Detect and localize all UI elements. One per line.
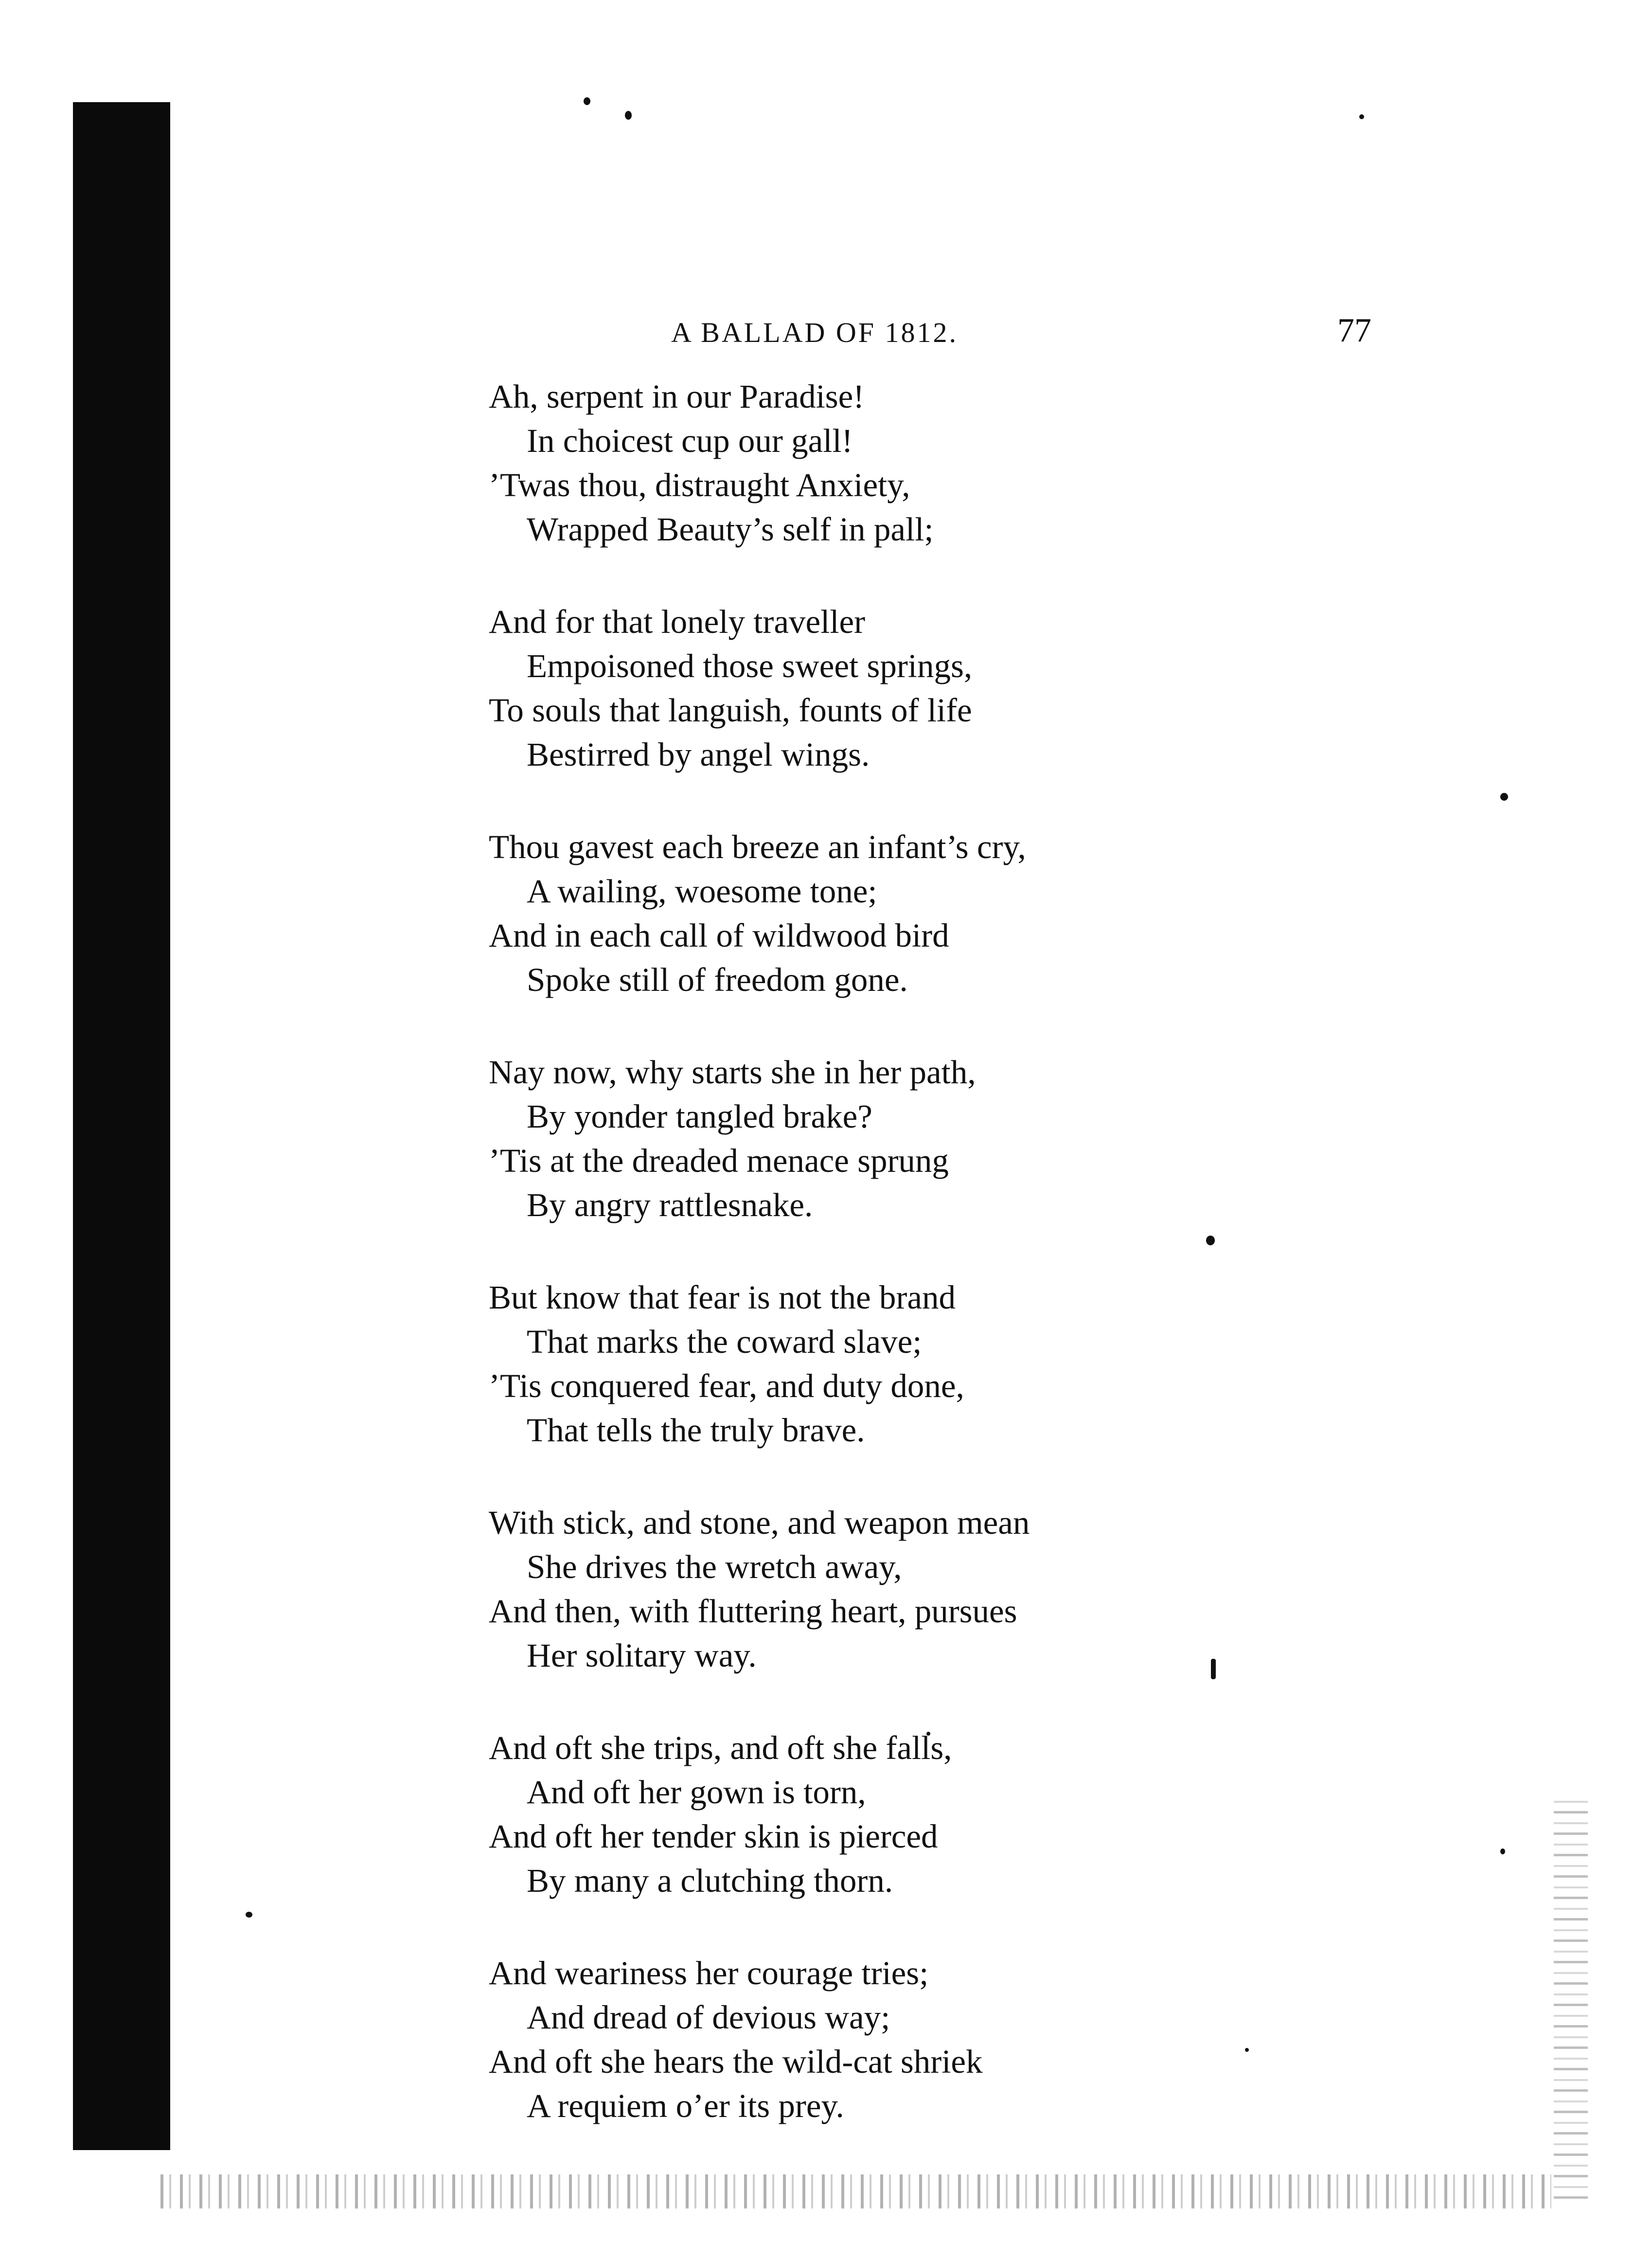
poem-line: ’Tis conquered fear, and duty done, — [489, 1367, 964, 1404]
poem-line: ’Twas thou, distraught Anxiety, — [489, 467, 910, 503]
running-title: A BALLAD OF 1812. — [671, 317, 959, 348]
stanza — [489, 1275, 1218, 1453]
poem-line: Bestirred by angel wings. — [527, 736, 870, 773]
page-edge-right — [1554, 1800, 1588, 2199]
poem-line: To souls that languish, founts of life — [489, 692, 972, 729]
stanza — [489, 1951, 1218, 2128]
stanza — [489, 1726, 1218, 1903]
poem-line: Spoke still of freedom gone. — [527, 961, 908, 998]
poem-line: But know that fear is not the brand — [489, 1279, 956, 1316]
poem-line: And oft her gown is torn, — [527, 1774, 866, 1811]
poem-line: And oft she hears the wild-cat shriek — [489, 2043, 983, 2080]
stanza — [489, 1501, 1218, 1678]
poem-line: And for that lonely traveller — [489, 603, 866, 640]
poem-line: By angry rattlesnake. — [527, 1186, 813, 1223]
poem-line: A wailing, woesome tone; — [527, 873, 877, 910]
poem-line: Thou gavest each breeze an infant’s cry, — [489, 828, 1026, 865]
stanza — [489, 1050, 1218, 1227]
poem-line: With stick, and stone, and weapon mean — [489, 1504, 1030, 1541]
poem-line: She drives the wretch away, — [527, 1548, 902, 1585]
stanza — [489, 825, 1218, 1002]
poem-line: And in each call of wildwood bird — [489, 917, 949, 954]
poem-line: ’Tis at the dreaded menace sprung — [489, 1142, 949, 1179]
poem-line: By yonder tangled brake? — [527, 1098, 872, 1135]
poem — [489, 375, 1218, 2176]
poem-line: And then, with fluttering heart, pursues — [489, 1593, 1017, 1630]
poem-line: Nay now, why starts she in her path, — [489, 1054, 976, 1091]
poem-line: That tells the truly brave. — [527, 1412, 865, 1449]
stanza — [489, 375, 1218, 552]
page-edge-bottom — [160, 2174, 1551, 2208]
poem-line: And weariness her courage tries; — [489, 1955, 929, 1992]
print-speck — [1245, 2048, 1249, 2052]
poem-line: Empoisoned those sweet springs, — [527, 647, 973, 684]
poem-line: And dread of devious way; — [527, 1999, 890, 2036]
print-speck — [246, 1912, 252, 1918]
poem-line: In choicest cup our gall! — [527, 422, 853, 459]
poem-line: By many a clutching thorn. — [527, 1862, 893, 1899]
print-speck — [1359, 114, 1364, 119]
poem-line: Wrapped Beauty’s self in pall; — [527, 511, 934, 548]
poem-line: A requiem o’er its prey. — [527, 2087, 844, 2124]
running-head — [486, 311, 1371, 355]
print-speck — [1500, 793, 1508, 801]
print-speck — [584, 97, 590, 105]
poem-line: That marks the coward slave; — [527, 1323, 922, 1360]
poem-line: Ah, serpent in our Paradise! — [489, 378, 865, 415]
poem-line: And oft her tender skin is pierced — [489, 1818, 938, 1855]
print-speck — [625, 111, 632, 120]
poem-line: And oft she trips, and oft she falls, — [489, 1729, 952, 1766]
binding-shadow — [73, 102, 170, 2150]
stanza — [489, 600, 1218, 777]
print-speck — [1500, 1848, 1505, 1854]
page-number: 77 — [1337, 312, 1371, 349]
poem-line: Her solitary way. — [527, 1637, 757, 1674]
